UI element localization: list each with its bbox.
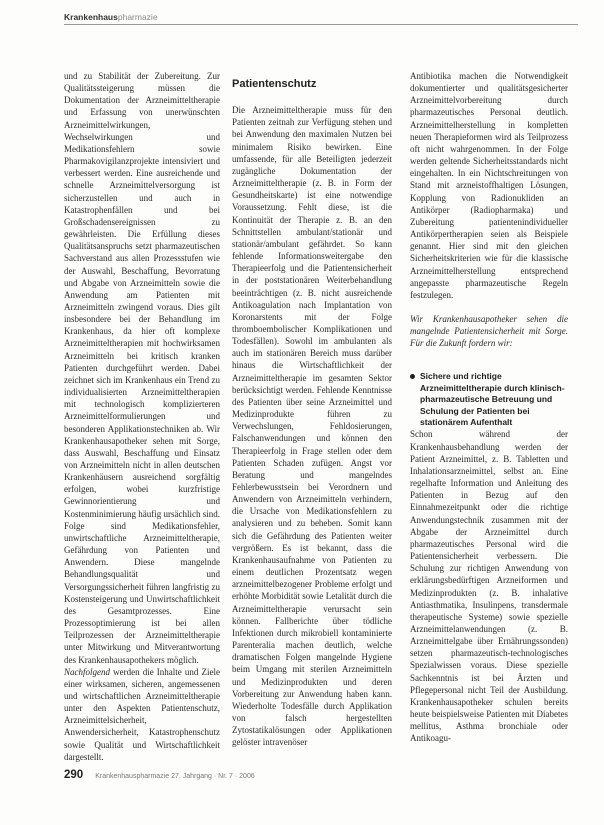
header-section-bold: Krankenhaus: [64, 12, 118, 22]
header-section-light: pharmazie: [117, 12, 158, 22]
column-3: [410, 70, 568, 745]
subsection-heading: [410, 371, 568, 428]
subsection-heading-text: Sichere und richtige Arzneimitteltherapie durch klinisch-pharmazeutische Betreuung und Schulung der Patienten bei stationärem Aufenthalt: [420, 371, 565, 428]
bullet-icon: [410, 374, 415, 379]
running-header: [64, 12, 158, 22]
italic-lead: Nachfolgend: [64, 666, 110, 677]
body-paragraph-2: Schon während der Krankenhausbehandlung werden der Patient Arzneimittel, z. B. Tabletten und Inhalationsarzneimittel, selbst an. Eine regelhafte Information und Anleitung des Patienten in Bezug auf den Einnahmezeitpunkt oder die richtige Anwendungstechnik zusammen mit der Abgabe der Arzneimittel durch pharmazeutisches Personal wird die Patientensicherheit verbessern. Die Schulung zur richtigen Anwendung von erklärungsbedürftigen Arzneiformen und Medizinprodukten (z. B. inhalative Antiasthmatika, Insulinpens, transdermale therapeutische Systeme) sowie spezielle Arzneimittelanwendungen (z. B. Arzneimittelgabe über Ernährungssonden) setzen pharmazeutisch-technologisches Spezialwissen voraus. Diese spezielle Sachkenntnis ist bei Ärzten und Pflegepersonal nicht Teil der Ausbildung. Krankenhausapotheker schulen bereits heute beispielsweise Patienten mit Diabetes mellitus, Asthma bronchiale oder Antikoagu-: [410, 429, 568, 744]
column-1: [64, 70, 220, 763]
column-2: [232, 70, 392, 748]
paragraph-gap: [410, 301, 568, 313]
page-footer: [64, 769, 255, 781]
journal-citation: Krankenhauspharmazie 27. Jahrgang · Nr. 7 · 2006: [95, 773, 255, 780]
body-paragraph: Die Arzneimitteltherapie muss für den Patienten zeitnah zur Verfügung stehen und bei Anwendung den maximalen Nutzen bei minimalem Risiko bewirken. Eine umfassende, für alle Beteiligten jederzeit zugängliche Dokumentation der Arzneimitteltherapie (z. B. in Form der Gesundheitskarte) ist eine notwendige Voraussetzung. Fehlt diese, ist die Kontinuität der Therapie z. B. an den Schnittstellen ambulant/stationär und stationär/ambulant gefährdet. So kann fehlende Informationsweitergabe den Therapieerfolg und die Patientensicherheit in der poststationären Weiterbehandlung beeinträchtigen (z. B. nicht ausreichende Antikoagulation nach Implantation von Koronarstents mit der Folge thromboembolischer Komplikationen und Todesfällen). Sowohl im ambulanten als auch im stationären Bereich muss darüber hinaus die Wirtschaftlichkeit der Arzneimitteltherapie im gesamten Sektor berücksichtigt werden. Fehlende Kenntnisse des Patienten über seine Arzneimittel und Medizinprodukte führen zu Verwechslungen, Fehldosierungen, Falschanwendungen und können den Therapieerfolg in Frage stellen oder dem Patienten Schaden zufügen. Angst vor Beratung und mangelndes Fehlerbewusstsein bei Verordnern und Anwendern von Arzneimitteln verhindern, die Ursache von Medikationsfehlern zu analysieren und zu beheben. Somit kann sich die Gefährdung des Patienten weiter vergrößern. Es ist bekannt, dass die Krankenhausaufnahme von Patienten zu einem deutlichen Prozentsatz wegen arzneimittelbezogener Probleme erfolgt und erhöhte Morbidität sowie Letalität durch die Arzneimitteltherapie verursacht sein können. Fallberichte über tödliche Infektionen durch mikrobiell kontaminierte Parenteralia machen deutlich, welche dramatischen Folgen mangelnde Hygiene beim Umgang mit sterilen Arzneimitteln und Medizinprodukten und deren Vorbereitung zur Anwendung haben kann. Wiederholte Todesfälle durch Applikation von falsch hergestellten Zytostatikalösungen oder Applikationen gelöster intravenöser: [232, 105, 392, 748]
page-number: 290: [64, 769, 84, 781]
body-paragraph: und zu Stabilität der Zubereitung. Zur Qualitätssteigerung müssen die Dokumentation der Arzneimitteltherapie und Erfassung von unerwünschten Arzneimittelwirkungen, Wechselwirkungen und Medikationsfehlern sowie Pharmakovigilanzprojekte intensiviert und verbessert werden. Eine ausreichende und schnelle Arzneimittelversorgung ist sicherzustellen und auch in Katastrophenfällen und bei Großschadensereignissen zu gewährleisten. Die Erfüllung dieses Qualitätsanspruchs setzt pharmazeutischen Sachverstand aus allen Prozessstufen wie der Auswahl, Beschaffung, Bevorratung und Abgabe von Arzneimitteln sowie die Anwendung am Patienten mit Arzneimitteln zwingend voraus. Dies gilt insbesondere bei der Behandlung im Krankenhaus, da hier oft komplexe Arzneimitteltherapien mit hochwirksamen Arzneimitteln bei kritisch kranken Patienten durchgeführt werden. Dabei zeichnet sich im Krankenhaus ein Trend zu individualisierten Arzneimitteltherapien mit technologisch komplizierteren Arzneimittelformulierungen und besonderen Applikationstechniken ab. Wir Krankenhausapotheker sehen mit Sorge, dass Auswahl, Beschaffung und Einsatz von Arzneimitteln nicht in allen deutschen Krankenhäusern ausreichend sorgfältig erfolgen, wobei kurzfristige Gewinnorientierung und Kostenminimierung häufig ursächlich sind. Folge sind Medikationsfehler, unwirtschaftliche Arzneimitteltherapie, Gefährdung von Patienten und Anwendern. Diese mangelnde Behandlungsqualität und Versorgungssicherheit führen langfristig zu Kostensteigerung und Unwirtschaftlichkeit des Gesamtprozesses. Eine Prozessoptimierung ist bei allen Teilprozessen der Arzneimitteltherapie unter Mitwirkung und Mitverantwortung des Krankenhausapothekers möglich.: [64, 71, 220, 665]
body-paragraph: Antibiotika machen die Notwendigkeit dokumentierter und qualitätsgesicherter Arzneimittelvorbereitung durch pharmazeutisches Personal deutlich. Arzneimittelherstellung in kompletten neuen Therapieformen wird als Teilprozess oft nicht wahrgenommen. In der Folge werden geltende Sicherheitsstandards nicht eingehalten. In ein Nichtschreitungen von Stand mit arzneistoffhaltigen Lösungen, Kopplung von Radionukliden an Antikörper (Radiopharmaka) und Zubereitung patientenindividueller Antikörpertherapien seien als Beispiele genannt. Hier sind mit den gleichen Sicherheitskriterien wie für die klassische Arzneimittelherstellung entsprechend angepasste pharmazeutische Regeln festzulegen.: [410, 71, 568, 300]
section-heading: Patientenschutz: [232, 78, 317, 90]
italic-paragraph: Wir Krankenhausapotheker sehen die mangelnde Patientensicherheit mit Sorge. Für die Zukunft fordern wir:: [410, 313, 568, 349]
body-paragraph-2: [64, 666, 220, 763]
header-rule: [64, 24, 578, 25]
paragraph-gap: [410, 349, 568, 371]
body-text: werden die Inhalte und Ziele einer wirksamen, sicheren, angemessenen und wirtschaftlichen Arzneimitteltherapie unter den Aspekten Patientenschutz, Arzneimittelsicherheit, Anwendersicherheit, Katastrophenschutz sowie Qualität und Wirtschaftlichkeit dargestellt.: [64, 666, 220, 762]
